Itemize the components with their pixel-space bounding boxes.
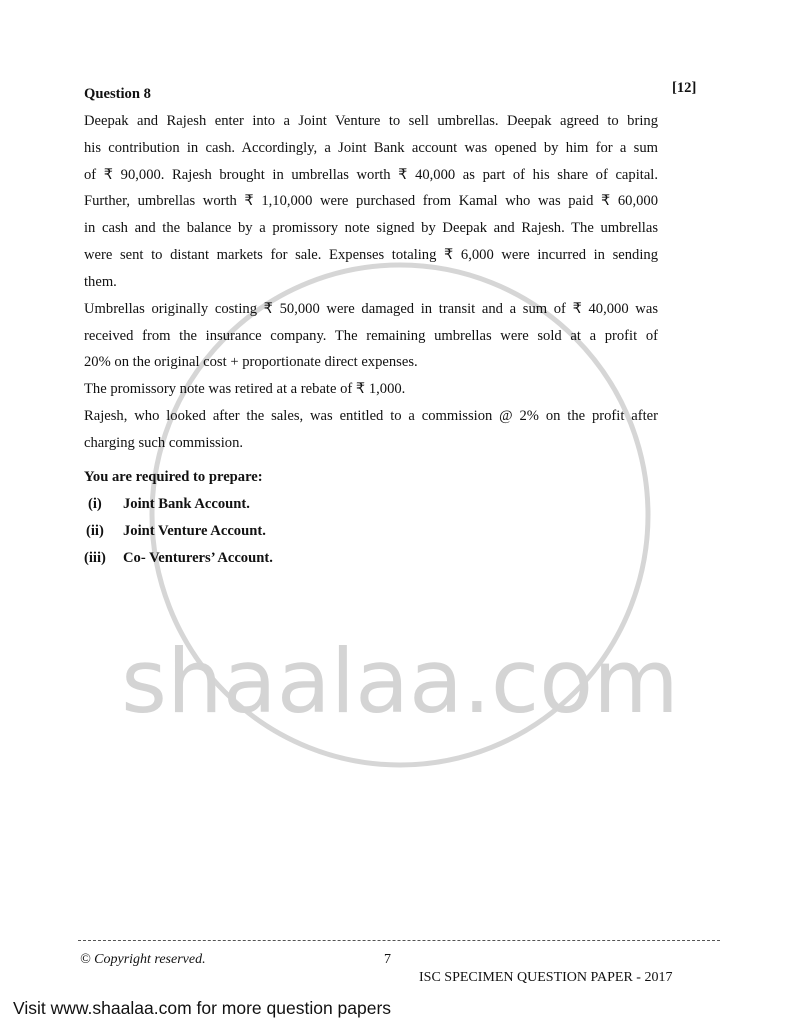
item-number: (ii)	[86, 523, 104, 539]
item-number: (i)	[88, 496, 102, 512]
copyright: © Copyright reserved.	[80, 952, 206, 967]
question-marks: [12]	[672, 80, 697, 96]
question-line: in cash and the balance by a promissory note signed by Deepak and Rajesh. The umbrellas	[84, 220, 658, 236]
item-number: (iii)	[84, 550, 106, 566]
question-line: his contribution in cash. Accordingly, a Joint Bank account was opened by him for a sum	[84, 140, 658, 156]
question-line: received from the insurance company. The remaining umbrellas were sold at a profit of	[84, 328, 658, 344]
question-line: 20% on the original cost + proportionate direct expenses.	[84, 354, 418, 370]
paper-name: ISC SPECIMEN QUESTION PAPER - 2017	[419, 970, 673, 985]
question-line: Deepak and Rajesh enter into a Joint Venture to sell umbrellas. Deepak agreed to bring	[84, 113, 658, 129]
question-line: charging such commission.	[84, 435, 244, 451]
item-text: Joint Venture Account.	[123, 523, 266, 539]
question-line: Further, umbrellas worth ₹ 1,10,000 were purchased from Kamal who was paid ₹ 60,000	[84, 193, 658, 209]
question-line: were sent to distant markets for sale. Expenses totaling ₹ 6,000 were incurred in sending	[84, 247, 658, 263]
question-line: them.	[84, 274, 117, 290]
page-number: 7	[384, 952, 391, 967]
item-text: Joint Bank Account.	[123, 496, 250, 512]
question-title: Question 8	[84, 86, 151, 102]
required-heading: You are required to prepare:	[84, 469, 263, 485]
footer-divider	[78, 940, 720, 941]
visit-link[interactable]: Visit www.shaalaa.com for more question papers	[13, 998, 392, 1018]
question-line: The promissory note was retired at a rebate of ₹ 1,000.	[84, 381, 406, 397]
question-line: of ₹ 90,000. Rajesh brought in umbrellas worth ₹ 40,000 as part of his share of capital.	[84, 167, 658, 183]
watermark-text: shaalaa.com	[121, 630, 679, 733]
item-text: Co- Venturers’ Account.	[123, 550, 273, 566]
question-line: Rajesh, who looked after the sales, was entitled to a commission @ 2% on the profit after	[84, 408, 658, 424]
question-line: Umbrellas originally costing ₹ 50,000 were damaged in transit and a sum of ₹ 40,000 was	[84, 301, 658, 317]
